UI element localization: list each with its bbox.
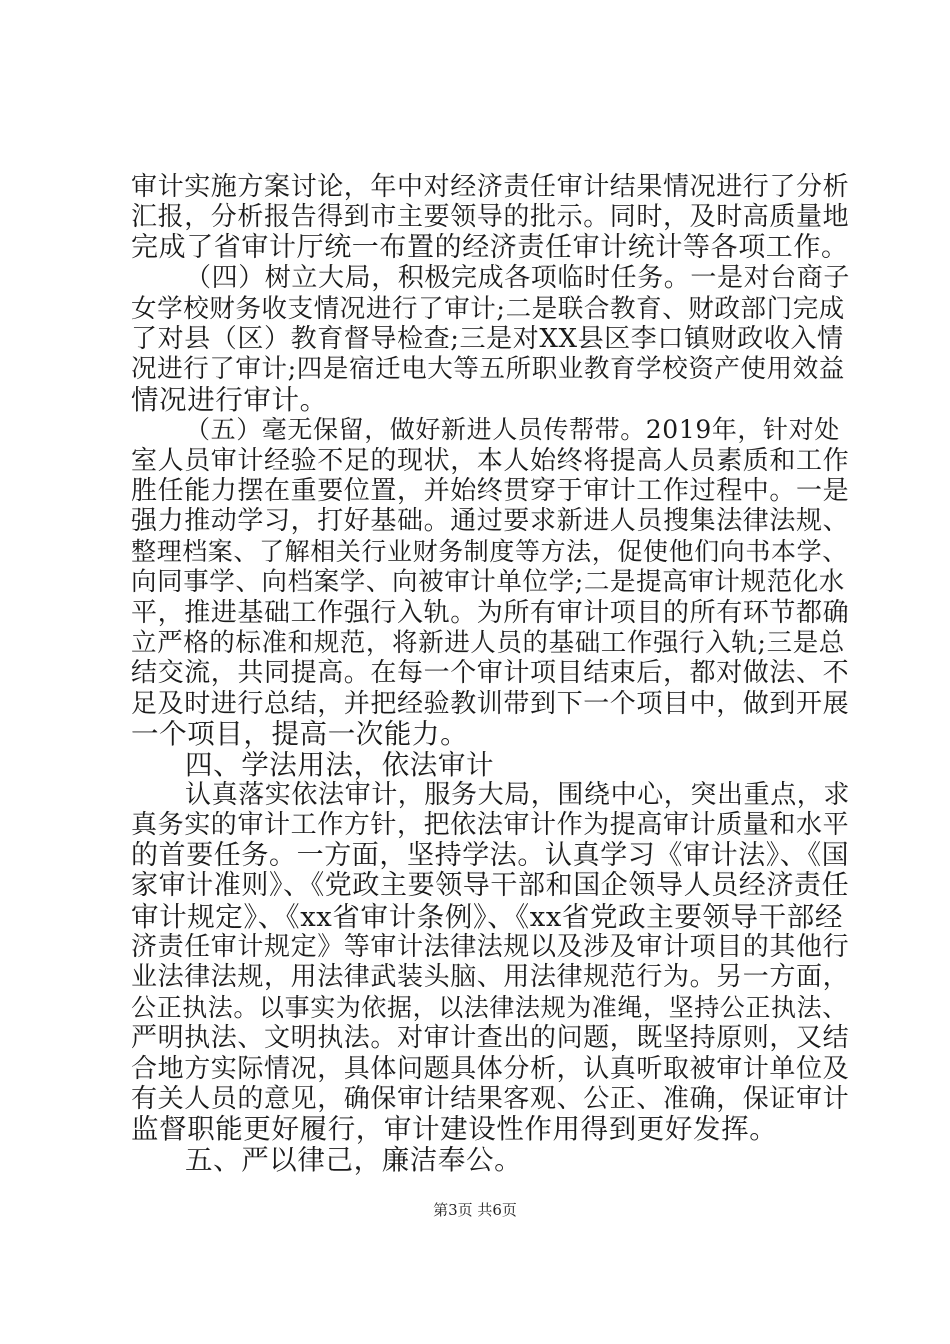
text-line: 况进行了审计;四是宿迁电大等五所职业教育学校资产使用效益 [131, 354, 845, 385]
text-line: 足及时进行总结，并把经验教训带到下一个项目中，做到开展 [131, 688, 850, 719]
text-line: 整理档案、了解相关行业财务制度等方法，促使他们向书本学、 [131, 536, 848, 566]
text-line: 了对县（区）教育督导检查;三是对XX县区李口镇财政收入情 [131, 324, 844, 354]
text-line: （四）树立大局，积极完成各项临时任务。一是对台商子 [185, 263, 851, 294]
text-line: 结交流，共同提高。在每一个审计项目结束后，都对做法、不 [131, 658, 850, 689]
text-line: 业法律法规，用法律武装头脑、用法律规范行为。另一方面， [131, 962, 850, 993]
text-line: 向同事学、向档案学、向被审计单位学;二是提高审计规范化水 [131, 567, 845, 598]
text-line: 胜任能力摆在重要位置，并始终贯穿于审计工作过程中。一是 [131, 476, 850, 506]
text-line: 审计实施方案讨论，年中对经济责任审计结果情况进行了分析 [131, 172, 850, 202]
text-line: 严明执法、文明执法。对审计查出的问题，既坚持原则，又结 [131, 1023, 850, 1054]
text-line: 情况进行审计。 [131, 383, 328, 416]
text-line: 一个项目，提高一次能力。 [131, 718, 469, 751]
text-line: 公正执法。以事实为依据，以法律法规为准绳，坚持公正执法、 [131, 992, 848, 1022]
text-line: 强力推动学习，打好基础。通过要求新进人员搜集法律法规、 [131, 506, 850, 537]
text-line: 立严格的标准和规范，将新进人员的基础工作强行入轨;三是总 [131, 628, 845, 658]
page-footer: 第3页 共6页 [433, 1201, 517, 1219]
section-heading: 五、严以律己，廉洁奉公。 [185, 1143, 523, 1176]
text-line: 有关人员的意见，确保审计结果客观、公正、准确，保证审计 [131, 1084, 850, 1114]
text-line: 真务实的审计工作方针，把依法审计作为提高审计质量和水平 [131, 810, 850, 841]
text-line: 平，推进基础工作强行入轨。为所有审计项目的所有环节都确 [131, 597, 850, 628]
text-line: 家审计准则》、《党政主要领导干部和国企领导人员经济责任 [131, 870, 850, 902]
text-line: 女学校财务收支情况进行了审计;二是联合教育、财政部门完成 [131, 293, 845, 324]
text-line: 的首要任务。一方面，坚持学法。认真学习《审计法》、《国 [131, 839, 850, 871]
text-line: （五）毫无保留，做好新进人员传帮带。2019年，针对处 [185, 415, 840, 445]
text-line: 监督职能更好履行，审计建设性作用得到更好发挥。 [131, 1113, 778, 1146]
text-line: 室人员审计经验不足的现状，本人始终将提高人员素质和工作 [131, 445, 850, 476]
section-heading: 四、学法用法，依法审计 [185, 748, 495, 781]
text-line: 济责任审计规定》等审计法律法规以及涉及审计项目的其他行 [131, 932, 850, 962]
text-line: 认真落实依法审计，服务大局，围绕中心，突出重点，求 [185, 780, 851, 810]
text-line: 完成了省审计厅统一布置的经济责任审计统计等各项工作。 [131, 231, 849, 263]
text-line: 审计规定》、《xx省审计条例》、《xx省党政主要领导干部经 [131, 900, 843, 933]
text-line: 合地方实际情况，具体问题具体分析，认真听取被审计单位及 [131, 1053, 850, 1084]
text-line: 汇报，分析报告得到市主要领导的批示。同时，及时高质量地 [131, 202, 850, 233]
